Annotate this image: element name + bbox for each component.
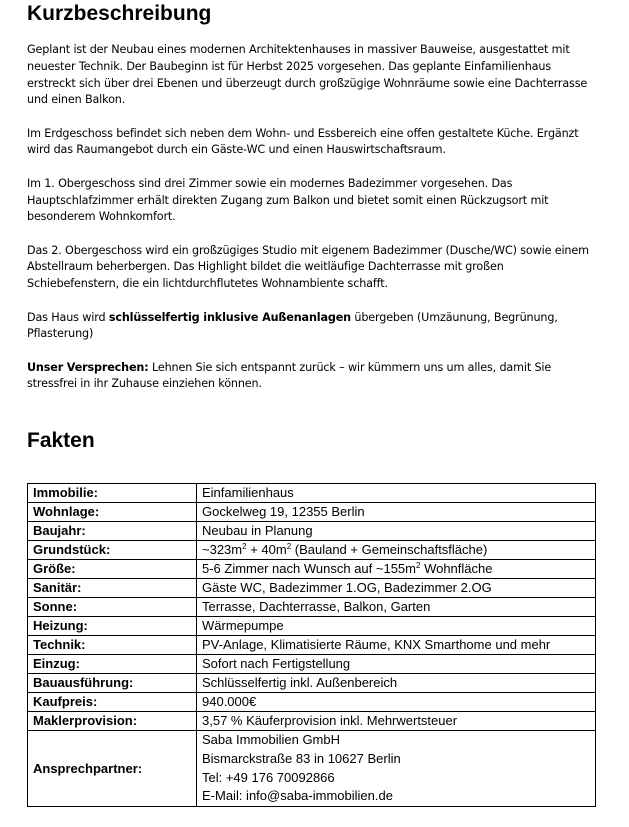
- fact-label: Sonne:: [28, 598, 197, 617]
- fact-value: Schlüsselfertig inkl. Außenbereich: [197, 674, 596, 693]
- table-row: [28, 598, 596, 617]
- table-row: [28, 541, 596, 560]
- fact-label: Immobilie:: [28, 484, 197, 503]
- table-row: [28, 712, 596, 731]
- p5-bold: schlüsselfertig inklusive Außenanlagen: [108, 310, 351, 324]
- fact-value: Wärmepumpe: [197, 617, 596, 636]
- fact-label: Einzug:: [28, 655, 197, 674]
- description-paragraph-2: Im Erdgeschoss befindet sich neben dem Wohn- und Essbereich eine offen gestaltete Küche. Ergänzt wird das Raumangebot durch ein Gäste-WC und einen Hauswirtschaftsraum.: [27, 126, 579, 157]
- fact-value: Gockelweg 19, 12355 Berlin: [197, 503, 596, 522]
- groesse-sup: 2: [416, 561, 421, 570]
- table-row: [28, 655, 596, 674]
- fact-value: PV-Anlage, Klimatisierte Räume, KNX Smarthome und mehr: [197, 636, 596, 655]
- p5-after: übergeben (Umzäunung, Begrünung, Pflasterung): [27, 310, 558, 341]
- table-row: [28, 674, 596, 693]
- grundstueck-sup-a: 2: [242, 542, 247, 551]
- fact-label: Heizung:: [28, 617, 197, 636]
- description-paragraph-3: Im 1. Obergeschoss sind drei Zimmer sowie ein modernes Badezimmer vorgesehen. Das Hauptschlafzimmer erhält direkten Zugang zum Balkon und bietet somit einen Rückzugsort mit besonderem Wohnkomfort.: [27, 176, 549, 224]
- contact-phone: Tel: +49 176 70092866: [202, 769, 335, 785]
- table-row: [28, 579, 596, 598]
- table-row: [28, 693, 596, 712]
- fact-label: Wohnlage:: [28, 503, 197, 522]
- contact-email: E-Mail: info@saba-immobilien.de: [202, 788, 393, 804]
- description-paragraph-5: [27, 310, 595, 344]
- description-text: [27, 42, 595, 410]
- facts-table: [27, 483, 596, 807]
- contact-block: [197, 731, 596, 807]
- table-row: [28, 636, 596, 655]
- grundstueck-a: ~323m: [202, 542, 243, 557]
- fact-value: Gäste WC, Badezimmer 1.OG, Badezimmer 2.OG: [197, 579, 596, 598]
- fact-label: Kaufpreis:: [28, 693, 197, 712]
- groesse-a: 5-6 Zimmer nach Wunsch auf ~155m: [202, 561, 416, 576]
- grundstueck-b: + 40m: [246, 542, 287, 557]
- description-paragraph-1: Geplant ist der Neubau eines modernen Architektenhauses in massiver Bauweise, ausgestattet mit neuester Technik. Der Baubeginn ist für Herbst 2025 vorgesehen. Das geplante Einfamilienhaus erstreckt sich über drei Ebenen und überzeugt durch großzügige Wohnräume sowie eine Dachterrasse und einen Balkon.: [27, 43, 588, 107]
- table-row: [28, 560, 596, 579]
- p6-bold: Unser Versprechen:: [27, 360, 149, 374]
- fact-label: Baujahr:: [28, 522, 197, 541]
- fact-label: Bauausführung:: [28, 674, 197, 693]
- grundstueck-sup-b: 2: [286, 542, 292, 551]
- heading-fakten: Fakten: [27, 429, 95, 452]
- fact-label: Sanitär:: [28, 579, 197, 598]
- heading-kurzbeschreibung: Kurzbeschreibung: [27, 2, 212, 25]
- fact-label: Maklerprovision:: [28, 712, 197, 731]
- table-row: [28, 484, 596, 503]
- description-paragraph-4: Das 2. Obergeschoss wird ein großzügiges Studio mit eigenem Badezimmer (Dusche/WC) sowie einem Abstellraum beherbergen. Das Highlight bildet die weitläufige Dachterrasse mit großen Schiebefenstern, die ein lichtdurchflutetes Wohnambiente schafft.: [27, 243, 589, 291]
- table-row: [28, 617, 596, 636]
- fact-value: [197, 560, 596, 579]
- groesse-b: Wohnfläche: [420, 561, 493, 576]
- contact-company: Saba Immobilien GmbH: [202, 732, 340, 747]
- fact-value: 940.000€: [197, 693, 596, 712]
- fact-value: Einfamilienhaus: [197, 484, 596, 503]
- table-row: [28, 731, 596, 807]
- fact-label: Ansprechpartner:: [28, 731, 197, 807]
- table-row: [28, 503, 596, 522]
- fact-value: Terrasse, Dachterrasse, Balkon, Garten: [197, 598, 596, 617]
- grundstueck-c: (Bauland + Gemeinschaftsfläche): [291, 542, 488, 557]
- fact-label: Grundstück:: [28, 541, 197, 560]
- p6-after: Lehnen Sie sich entspannt zurück – wir kümmern uns um alles, damit Sie stressfrei in ihr Zuhause einziehen können.: [27, 360, 552, 391]
- contact-street: Bismarckstraße 83 in 10627 Berlin: [202, 750, 401, 766]
- p5-before: Das Haus wird: [27, 310, 109, 324]
- fact-value: 3,57 % Käuferprovision inkl. Mehrwertsteuer: [197, 712, 596, 731]
- fact-value: [197, 541, 596, 560]
- fact-value: Sofort nach Fertigstellung: [197, 655, 596, 674]
- table-row: [28, 522, 596, 541]
- description-paragraph-6: [27, 360, 595, 394]
- fact-value: Neubau in Planung: [197, 522, 596, 541]
- fact-label: Technik:: [28, 636, 197, 655]
- fact-label: Größe:: [28, 560, 197, 579]
